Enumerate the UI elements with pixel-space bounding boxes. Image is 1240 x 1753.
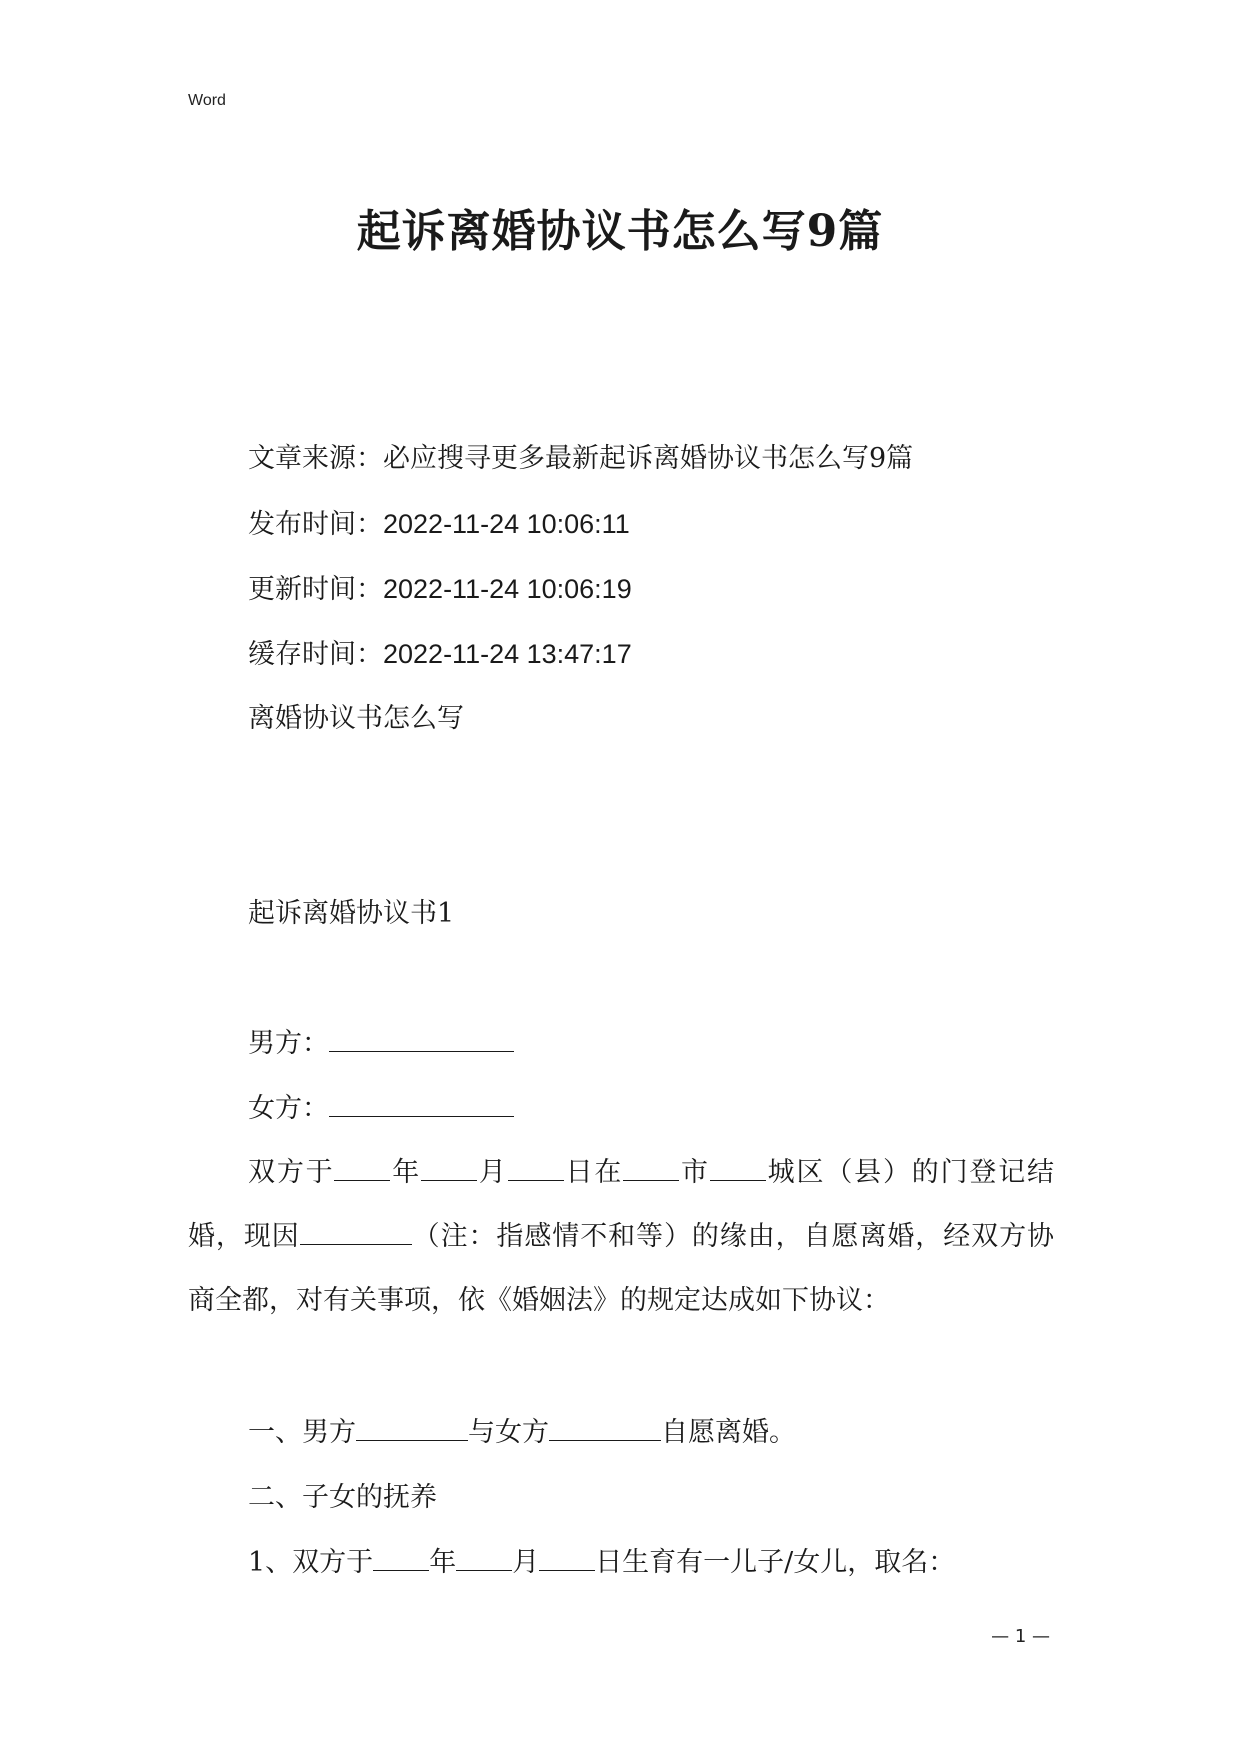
para1-text-1: 双方于 xyxy=(248,1157,335,1188)
cache-value: 2022-11-24 13:47:17 xyxy=(383,639,632,669)
month-blank xyxy=(421,1156,477,1181)
cache-time-line xyxy=(248,637,632,672)
male-field-line xyxy=(248,1027,514,1061)
female-field-line xyxy=(248,1092,514,1126)
day-blank xyxy=(508,1156,564,1181)
source-label: 文章来源： xyxy=(248,443,383,474)
para1-text-2: 年 xyxy=(390,1157,422,1188)
item-1-line xyxy=(248,1416,796,1450)
item1-male-blank xyxy=(356,1416,468,1441)
female-blank xyxy=(329,1092,514,1117)
district-blank xyxy=(710,1156,766,1181)
header-label: Word xyxy=(188,92,226,109)
reason-blank xyxy=(300,1220,412,1245)
para1-text-4: 日在 xyxy=(563,1157,624,1188)
item-2-line: 二、子女的抚养 xyxy=(248,1482,437,1513)
para1-text-3: 月 xyxy=(477,1157,508,1188)
city-blank xyxy=(623,1156,679,1181)
item3-text-4: 日生育有一儿子/女儿，取名： xyxy=(595,1547,956,1578)
update-time-line xyxy=(248,572,632,607)
source-line xyxy=(248,442,913,476)
page-number: — 1 — xyxy=(991,1626,1050,1647)
female-label: 女方： xyxy=(248,1093,329,1124)
item3-text-1: 1、双方于 xyxy=(248,1547,374,1578)
male-label: 男方： xyxy=(248,1028,329,1059)
item1-text-3: 自愿离婚。 xyxy=(661,1417,796,1448)
publish-value: 2022-11-24 10:06:11 xyxy=(383,509,630,539)
document-title: 起诉离婚协议书怎么写9篇 xyxy=(356,206,884,257)
item-3-line xyxy=(248,1546,955,1580)
item3-month-blank xyxy=(456,1546,512,1571)
publish-time-line xyxy=(248,507,630,542)
item3-year-blank xyxy=(373,1546,429,1571)
cache-label: 缓存时间： xyxy=(248,639,383,670)
update-value: 2022-11-24 10:06:19 xyxy=(383,574,632,604)
item3-text-3: 月 xyxy=(512,1547,540,1578)
update-label: 更新时间： xyxy=(248,574,383,605)
subtitle: 离婚协议书怎么写 xyxy=(248,703,464,734)
section-title: 起诉离婚协议书1 xyxy=(248,898,455,929)
item3-day-blank xyxy=(539,1546,595,1571)
paragraph-marriage xyxy=(188,1141,1054,1333)
item1-text-2: 与女方 xyxy=(468,1417,549,1448)
item1-text-1: 一、男方 xyxy=(248,1417,356,1448)
male-blank xyxy=(329,1027,514,1052)
para1-text-5: 市 xyxy=(679,1157,710,1188)
item3-text-2: 年 xyxy=(429,1547,457,1578)
item1-female-blank xyxy=(549,1416,661,1441)
para1-text-7: （注：指感情不和等）的缘由，自愿离婚，经双方协商全都，对有关事项，依《婚姻法》的规定达成如下协议： xyxy=(188,1221,1055,1316)
para1-text-6: 城区（县）的门登记结婚，现因 xyxy=(188,1157,1055,1252)
year-blank xyxy=(334,1156,390,1181)
publish-label: 发布时间： xyxy=(248,509,383,540)
source-value: 必应搜寻更多最新起诉离婚协议书怎么写9篇 xyxy=(383,443,914,474)
